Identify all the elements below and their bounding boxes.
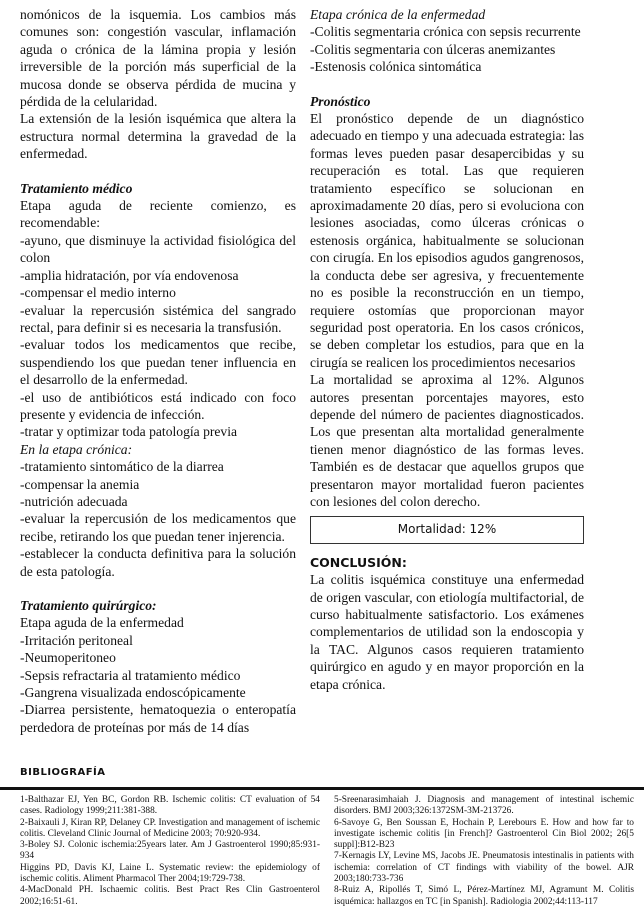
reference-entry: Higgins PD, Davis KJ, Laine L. Systematic review: the epidemiology of ischemic colitis. Aliment Pharmacol Ther 2004;19:729-738. bbox=[20, 862, 320, 885]
right-column bbox=[310, 6, 584, 693]
reference-entry: 6-Savoye G, Ben Soussan E, Hochain P, Lerebours E. How and how far to investigate ischemic colitis [in French]? Gastroenterol Cin Biol 2002; 26[5 suppl]:B12-B23 bbox=[334, 817, 634, 851]
paragraph: -Colitis segmentaria con úlceras anemizantes bbox=[310, 41, 556, 57]
spacer bbox=[20, 580, 296, 597]
references-left bbox=[20, 795, 320, 908]
conclusion-heading: CONCLUSIÓN: bbox=[310, 554, 407, 570]
paragraph: -Diarrea persistente, hematoquezia o enteropatía perdedora de proteínas por más de 14 días bbox=[20, 702, 296, 735]
reference-entry: 4-MacDonald PH. Ischaemic colitis. Best Pract Res Clin Gastroenterol 2002;16:51-61. bbox=[20, 885, 320, 907]
paragraph: -Neumoperitoneo bbox=[20, 650, 116, 666]
paragraph: nomónicos de la isquemia. Los cambios más comunes son: congestión vascular, inflamación aguda o crónica de la lámina propia y lesión irreversible de la porción más superficial de la mucosa donde se observa pérdida de mucina y pérdida de la celularidad. bbox=[20, 7, 296, 110]
paragraph: El pronóstico depende de un diagnóstico adecuado en tiempo y una adecuada estrategia: las formas leves pueden pasar desapercibidas y su recuperación es total. Las que requieren tratamiento específico se solucionan en aproximadamente 20 días, pero si evoluciona con lesiones asociadas, como úlceras crónicas o estenosis orgánica, habitualmente se solucionan con cirugía. En los episodios agudos gangrenosos, la conducta debe ser agresiva, y frecuentemente no es posible la reconstrucción en un tiempo, requiere ostomías que proporcionan mayor seguridad post operatoria. En los casos crónicos, se deben completar los estudios, para que en la cirugía se realicen los procedimientos necesarios bbox=[310, 111, 584, 370]
paragraph: La mortalidad se aproxima al 12%. Algunos autores presentan porcentajes mayores, esto depende del número de pacientes diagnosticados. Los que presentan alta mortalidad generalmente tienen menor diagnóstico de las formas leves. También es de destacar que aquellos grupos que presentaron mayor mortalidad fueron pacientes con lesiones del colon derecho. bbox=[310, 372, 584, 509]
paragraph: -Estenosis colónica sintomática bbox=[310, 59, 482, 75]
reference-entry: 2-Baixauli J, Kiran RP, Delaney CP. Investigation and management of ischemic colitis. Cleveland Clinic Journal of Medicine 2003; 70:920-934. bbox=[20, 817, 320, 839]
paragraph: -establecer la conducta definitiva para la solución de esta patología. bbox=[20, 546, 296, 579]
paragraph: -compensar la anemia bbox=[20, 476, 140, 492]
subsection-heading: En la etapa crónica: bbox=[20, 441, 133, 457]
references-right bbox=[334, 795, 634, 908]
paragraph: -tratar y optimizar toda patología previa bbox=[20, 424, 238, 440]
paragraph: La colitis isquémica constituye una enfermedad de origen vascular, con etiología multifactorial, de curso habitualmente satisfactorio. Los exámenes complementarios de utilidad son la endoscopia y la TAC. Algunos casos requieren tratamiento quirúrgico en agudo y en mayor proporción en la etapa crónica. bbox=[310, 572, 584, 692]
section-heading: Tratamiento quirúrgico: bbox=[20, 598, 157, 613]
bibliography-title: BIBLIOGRAFÍA bbox=[20, 767, 106, 778]
reference-entry: 8-Ruiz A, Ripollés T, Simó L, Pérez-Martínez MJ, Agramunt M. Colitis isquémica: hallazgos en TC [in Spanish]. Radiologia 2002;44:113-117 bbox=[334, 885, 634, 907]
paragraph: -evaluar todos los medicamentos que recibe, suspendiendo los que puedan tener influencia en el desarrollo de la enfermedad. bbox=[20, 337, 296, 388]
paragraph: -el uso de antibióticos está indicado con foco presente y evidencia de infección. bbox=[20, 389, 296, 422]
reference-entry: 7-Kernagis LY, Levine MS, Jacobs JE. Pneumatosis intestinalis in patients with ischemia: correlation of CT findings with viability of the bowel. AJR 2003;180:733-736 bbox=[334, 851, 634, 885]
reference-entry: 5-Sreenarasimhaiah J. Diagnosis and management of intestinal ischemic disorders. BMJ 2003;326:1372SM-3M-213726. bbox=[334, 795, 634, 817]
paragraph: -compensar el medio interno bbox=[20, 285, 176, 301]
section-heading: Pronóstico bbox=[310, 93, 371, 109]
section-heading: Tratamiento médico bbox=[20, 180, 133, 196]
paragraph: La extensión de la lesión isquémica que altera la estructura normal determina la gravedad de la enfermedad. bbox=[20, 111, 296, 162]
reference-entry: 3-Boley SJ. Colonic ischemia:25years later. Am J Gastroenterol 1990;85:931-934 bbox=[20, 840, 320, 862]
reference-entry: 1-Balthazar EJ, Yen BC, Gordon RB. Ischemic colitis: CT evaluation of 54 cases. Radiology 1999;211:381-388. bbox=[20, 795, 320, 817]
paragraph: Etapa aguda de la enfermedad bbox=[20, 615, 184, 631]
paragraph: -nutrición adecuada bbox=[20, 493, 128, 509]
paragraph: -amplia hidratación, por vía endovenosa bbox=[20, 267, 239, 283]
paragraph: -Irritación peritoneal bbox=[20, 632, 133, 648]
paragraph: -Colitis segmentaria crónica con sepsis recurrente bbox=[310, 24, 581, 40]
paragraph: Etapa aguda de reciente comienzo, es recomendable: bbox=[20, 198, 296, 231]
paragraph: -evaluar la repercusión de los medicamentos que recibe, retirando los que puedan tener injerencia. bbox=[20, 511, 296, 544]
subsection-heading: Etapa crónica de la enfermedad bbox=[310, 7, 486, 22]
bibliography-divider bbox=[0, 787, 644, 790]
paragraph: -ayuno, que disminuye la actividad fisiológica del colon bbox=[20, 232, 296, 266]
spacer bbox=[310, 76, 584, 93]
paragraph: -Gangrena visualizada endoscópicamente bbox=[20, 685, 246, 701]
left-column bbox=[20, 6, 296, 736]
paragraph: -Sepsis refractaria al tratamiento médico bbox=[20, 667, 241, 683]
mortality-box: Mortalidad: 12% bbox=[310, 516, 584, 543]
spacer bbox=[20, 163, 296, 180]
paragraph: -tratamiento sintomático de la diarrea bbox=[20, 459, 224, 475]
paragraph: -evaluar la repercusión sistémica del sangrado rectal, para definir si es necesaria la transfusión. bbox=[20, 302, 296, 335]
